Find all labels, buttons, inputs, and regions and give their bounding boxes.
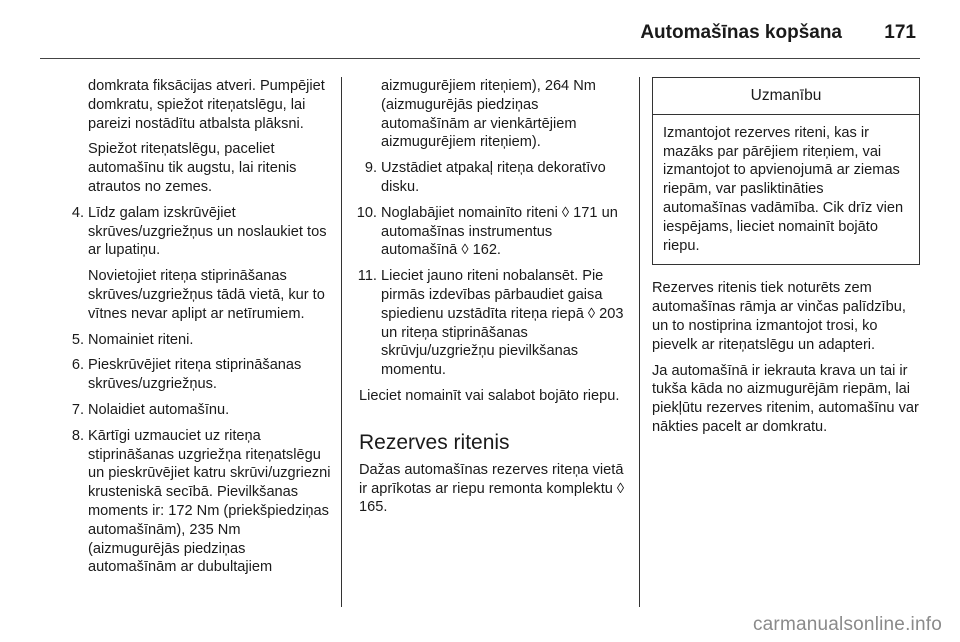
page-number: 171 <box>884 22 916 43</box>
column-left <box>66 77 334 584</box>
column-divider <box>639 77 640 607</box>
header-divider <box>40 58 920 59</box>
step-item <box>356 204 626 260</box>
step-item <box>66 204 334 324</box>
caution-body: Izmantojot rezerves riteni, kas ir mazāks par pārējiem riteņiem, vai izmantojot to apvienojumā ar ziemas riepām, var pasliktināties automašīnas vadāmība. Cik drīz vien iespējams, lieciet nomainīt bojāto riepu. <box>663 124 904 254</box>
section-heading: Rezerves ritenis <box>359 430 510 454</box>
column-middle <box>356 77 626 524</box>
page-header <box>0 0 960 62</box>
step-continuation: aizmugurējiem riteņiem), 264 Nm (aizmugurējās piedziņas automašīnām ar vienkārtējiem aizmugurējiem riteņiem). <box>381 78 596 151</box>
step-item <box>359 267 626 380</box>
step-text: Pieskrūvējiet riteņa stiprināšanas skrūves/uzgriežņus. <box>88 357 302 393</box>
step-item <box>66 356 334 394</box>
step-item <box>66 331 334 350</box>
caution-title: Uzmanību <box>653 78 919 115</box>
step-continuation: domkrata fiksācijas atveri. Pumpējiet domkratu, spiežot riteņatslēgu, lai pareizi nostādītu atbalsta plāksni. <box>88 78 325 132</box>
step-text: Lieciet jauno riteni nobalansēt. Pie pirmās izdevības pārbaudiet gaisa spiedienu uzstādīta riteņa riepā ◊ 203 un riteņa stiprināšanas skrūvju/uzgriežņu pievilkšanas momentu. <box>381 268 624 379</box>
step-number: 11. <box>357 268 377 285</box>
step-item <box>66 401 334 420</box>
step-number: 10. <box>356 204 377 221</box>
step-note: Novietojiet riteņa stiprināšanas skrūves/uzgriežņus tādā vietā, kur to vītnes nevar aplipt ar netīrumiem. <box>88 268 325 322</box>
section-body: Dažas automašīnas rezerves riteņa vietā ir aprīkotas ar riepu remonta komplektu ◊ 165. <box>359 461 625 516</box>
step-number: 5. <box>71 331 84 348</box>
step-text: Kārtīgi uzmauciet uz riteņa stiprināšanas uzgriežņa riteņatslēgu un pieskrūvējiet katru skrūvi/uzgriezni krusteniskā secībā. Pievilkšanas moments ir: 172 Nm (priekšpiedziņas automašīnām), 235 Nm (aizmugurējās piedziņas automašīnām ar dubultajiem <box>88 427 331 576</box>
step-text: Nomainiet riteni. <box>88 331 194 348</box>
step-item <box>359 159 626 197</box>
body-paragraph: Ja automašīnā ir iekrauta krava un tai ir tukša kāda no aizmugurējām riepām, lai piekļūtu rezerves ritenim, automašīnu var nākties pacelt ar domkratu. <box>652 362 919 435</box>
body-paragraph: Rezerves ritenis tiek noturēts zem automašīnas rāmja ar vinčas palīdzību, un to nostiprina izmantojot trosi, ko pievelk ar riteņatslēgu un adapteri. <box>652 280 906 353</box>
step-text: Nolaidiet automašīnu. <box>88 401 230 418</box>
step-text: Noglabājiet nomainīto riteni ◊ 171 un automašīnas instrumentus automašīnā ◊ 162. <box>381 204 618 259</box>
step-text: Uzstādiet atpakaļ riteņa dekoratīvo disku. <box>381 160 606 195</box>
step-continuation-note: Spiežot riteņatslēgu, paceliet automašīnu tik augstu, lai ritenis atrautos no zemes. <box>88 141 297 195</box>
column-divider <box>341 77 342 607</box>
chapter-title: Automašīnas kopšana <box>640 22 842 43</box>
step-text: Līdz galam izskrūvējiet skrūves/uzgriežņus un noslaukiet tos ar lupatiņu. <box>88 204 327 259</box>
step-number: 6. <box>71 357 84 374</box>
watermark: carmanualsonline.info <box>752 614 942 635</box>
body-paragraph: Lieciet nomainīt vai salabot bojāto riepu. <box>359 387 620 404</box>
step-number: 7. <box>71 401 84 418</box>
step-number: 4. <box>71 204 84 221</box>
step-item <box>66 427 334 577</box>
step-number: 9. <box>364 160 377 177</box>
column-right <box>652 77 920 444</box>
step-number: 8. <box>71 427 84 444</box>
caution-box <box>652 77 920 265</box>
